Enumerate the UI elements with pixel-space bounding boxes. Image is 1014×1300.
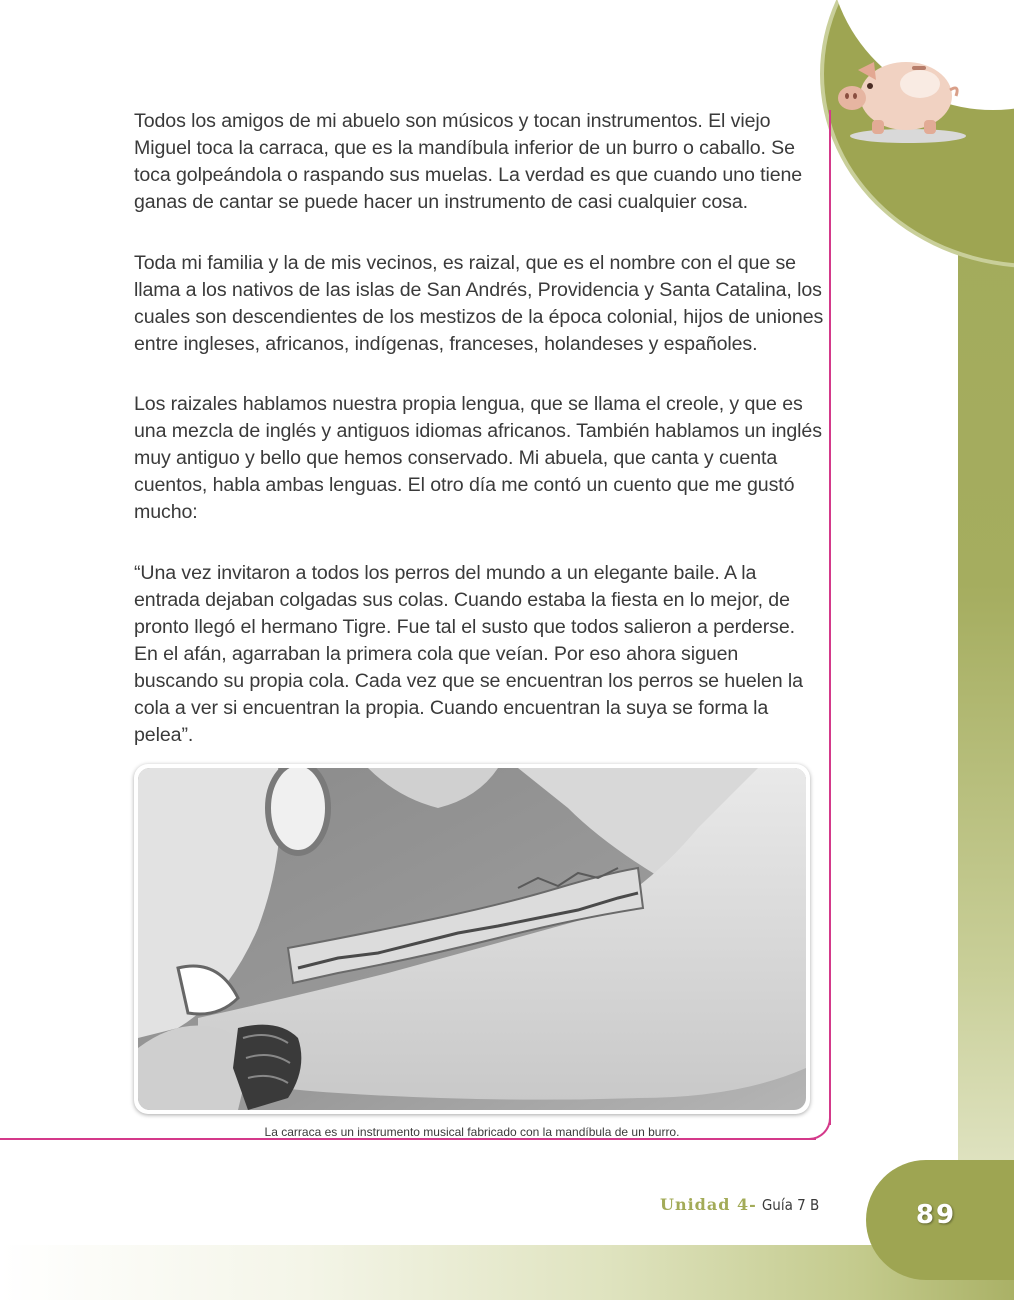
paragraph-1: Todos los amigos de mi abuelo son músicos y tocan instrumentos. El viejo Miguel toca la carraca, que es la mandíbula inferior de un burro o caballo. Se toca golpeándola o raspando sus muelas. La verdad es que cuando uno tiene ganas de cantar se puede hacer un instrumento de casi cualquier cosa. [134, 110, 803, 213]
paragraph-2: Toda mi familia y la de mis vecinos, es raizal, que es el nombre con el que se llama a los nativos de las islas de San Andrés, Providencia y Santa Catalina, los cuales son descendientes de los mestizos de la época colonial, hijos de uniones entre ingleses, africanos, indígenas, franceses, holandeses y españoles. [134, 252, 824, 355]
page-number: 89 [915, 1200, 957, 1230]
unit-label: Unidad 4- [660, 1195, 757, 1214]
guide-label: Guía 7 B [761, 1196, 820, 1214]
carraca-photo [138, 768, 806, 1110]
bottom-decorative-band [0, 1245, 1014, 1300]
paragraph-story: “Una vez invitaron a todos los perros del mundo a un elegante baile. A la entrada dejaban colgadas sus colas. Cuando estaba la fiesta en lo mejor, de pronto llegó el hermano Tigre. Fue tal el susto que todos salieron a perderse. En el afán, agarraban la primera cola que veían. Por eso ahora siguen buscando su propia cola. Cada vez que se encuentran los perros se huelen la cola a ver si encuentran la propia. Cuando encuentran la suya se forma la pelea”. [134, 562, 803, 746]
photo-caption: La carraca es un instrumento musical fabricado con la mandíbula de un burro. [264, 1125, 680, 1139]
frame-line-right [829, 110, 831, 1125]
paragraph-3: Los raizales hablamos nuestra propia lengua, que se llama el creole, y que es una mezcla de inglés y antiguos idiomas africanos. También hablamos un inglés muy antiguo y bello que hemos conservado. Mi abuela, que canta y cuenta cuentos, habla ambas lenguas. El otro día me contó un cuento que me gustó mucho: [134, 393, 822, 523]
unit-guide-label [660, 1195, 819, 1214]
piggy-bank-icon [828, 40, 968, 145]
